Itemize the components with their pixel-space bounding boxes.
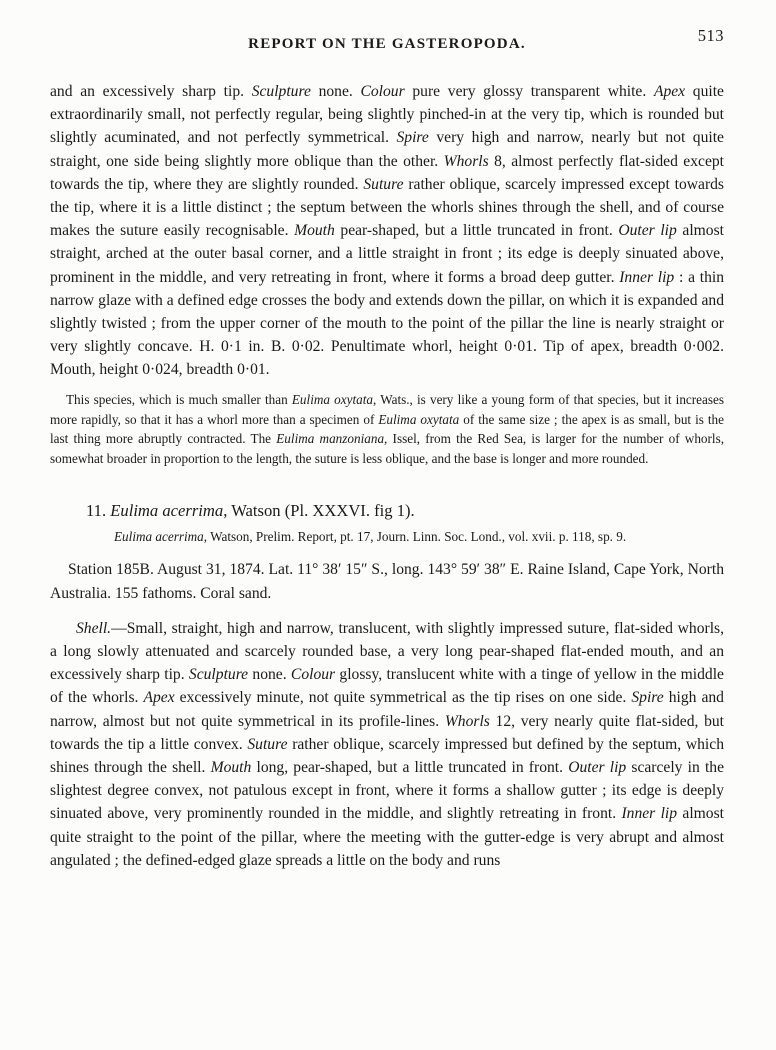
text-segment: almost straight, arched at the outer basal corner, and a little straight in front ; its edge is deeply sinuated above, prominent in the middle, and very retreating in front, where it forms a broad deep gutter. (50, 222, 724, 286)
text-segment: quite extraordinarily small, not perfectly regular, being slightly pinched-in at the very tip, which is rounded but slightly acuminated, and not perfectly symmetrical. (50, 83, 724, 147)
text-segment: Eulima manzoniana (276, 431, 385, 447)
station-paragraph (50, 558, 724, 604)
text-column (50, 80, 724, 872)
text-segment: Inner lip (621, 805, 678, 823)
remarks-paragraph (50, 390, 724, 470)
text-segment: Whorls (443, 152, 489, 170)
text-segment: Station 185B. August 31, 1874. Lat. 11° 38′ 15″ S., long. 143° 59′ 38″ E. Raine Island, Cape York, North Australia. 155 fathoms. Coral sand. (50, 561, 724, 602)
text-segment: Colour (360, 83, 405, 100)
text-segment: of the same size ; the apex is as small, but is the last thing more abruptly contracted. The (50, 411, 724, 447)
text-segment: pear-shaped, but a little truncated in front. (334, 222, 619, 240)
text-segment: Mouth (210, 759, 252, 776)
text-segment: almost quite straight to the point of the pillar, where the meeting with the gutter-edge is very abrupt and almost angulated ; the defined-edged glaze spreads a little on the body and runs (50, 805, 724, 869)
text-segment: Whorls (444, 712, 490, 730)
text-segment: long, pear-shaped, but a little truncated in front. (251, 759, 569, 776)
species-description-paragraph (50, 80, 724, 382)
text-segment: Apex (143, 689, 175, 707)
text-segment: 8, almost perfectly flat-sided except towards the tip, where they are slightly rounded. (50, 152, 724, 193)
text-segment: very high and narrow, nearly but not quite straight, one side being slightly more oblique than the other. (50, 129, 724, 170)
text-segment: scarcely in the slightest degree convex, not patulous except in front, where it forms a shallow gutter ; its edge is deeply sinuated above, very prominently rounded in the middle, and slightly retreating in front. (50, 759, 724, 823)
text-segment: This species, which is much smaller than (66, 391, 292, 407)
text-segment: Eulima oxytata (291, 391, 373, 407)
running-head-title: REPORT ON THE GASTEROPODA. (248, 36, 526, 52)
text-segment: and an excessively sharp tip. (50, 83, 252, 100)
text-segment: Spire (631, 689, 664, 707)
text-segment: Outer lip (618, 222, 677, 240)
text-segment: Eulima acerrima (110, 501, 224, 521)
shell-description-paragraph (50, 617, 724, 872)
text-segment: Apex (653, 83, 686, 100)
text-segment: : a thin narrow glaze with a defined edge crosses the body and extends down the pillar, on which it is expanded and slightly twisted ; from the upper corner of the mouth to the point of the pillar the line is nearly straight or very slightly concave. H. 0·1 in. B. 0·02. Penultimate whorl, height 0·01. Tip of apex, breadth 0·002. Mouth, height 0·024, breadth 0·01. (50, 268, 725, 379)
text-segment: Mouth (294, 222, 335, 240)
text-segment: Eulima oxytata (378, 411, 460, 427)
text-segment: Colour (290, 666, 336, 684)
page-header (50, 26, 724, 60)
text-segment: Spire (396, 129, 429, 147)
text-segment: none. (310, 83, 361, 100)
text-segment: Inner lip (619, 268, 675, 286)
text-segment: Shell. (76, 619, 112, 637)
text-segment: high and narrow, almost but not quite symmetrical in its profile-lines. (50, 689, 724, 730)
text-segment: glossy, translucent white with a tinge of yellow in the middle of the whorls. (50, 666, 724, 707)
text-segment: rather oblique, scarcely impressed except towards the tip, where it is a little distinct ; the septum between the whorls shines through the shell, and of course makes the suture easily recognisable. (50, 175, 724, 240)
text-segment: none. (248, 666, 291, 684)
text-segment: 11. (86, 501, 111, 521)
text-segment: Outer lip (568, 759, 627, 776)
text-segment: pure very glossy transparent white. (404, 83, 654, 100)
species-heading (50, 499, 724, 522)
text-segment: excessively minute, not quite symmetrical as the tip rises on one side. (174, 689, 632, 707)
text-segment: , Watson, Prelim. Report, pt. 17, Journ. Linn. Soc. Lond., vol. xvii. p. 118, sp. 9. (203, 529, 627, 545)
text-segment: Suture (247, 735, 288, 753)
text-segment: 12, very nearly quite flat-sided, but towards the tip a little convex. (50, 712, 724, 753)
text-segment: —Small, straight, high and narrow, translucent, with slightly impressed suture, flat-sided whorls, a long slowly attenuated and scarcely rounded base, a very long pear-shaped flat-ended mouth, and an excessively sharp tip. (50, 619, 724, 684)
text-segment: Sculpture (188, 666, 249, 684)
text-segment: Sculpture (251, 83, 311, 100)
species-citation (50, 527, 724, 547)
text-segment: , Wats., is very like a young form of that species, but it increases more rapidly, so that it has a whorl more than a specimen of (50, 391, 724, 427)
text-segment: , Watson (Pl. XXXVI. fig 1). (223, 501, 415, 521)
page-number: 513 (697, 26, 724, 45)
text-segment: , Issel, from the Red Sea, is larger for the number of whorls, somewhat broader in proportion to the length, the suture is less oblique, and the base is longer and more rounded. (50, 431, 724, 467)
text-segment: Suture (363, 175, 404, 193)
text-segment: rather oblique, scarcely impressed but defined by the septum, which shines through the shell. (50, 735, 724, 776)
text-segment: Eulima acerrima (114, 529, 204, 545)
